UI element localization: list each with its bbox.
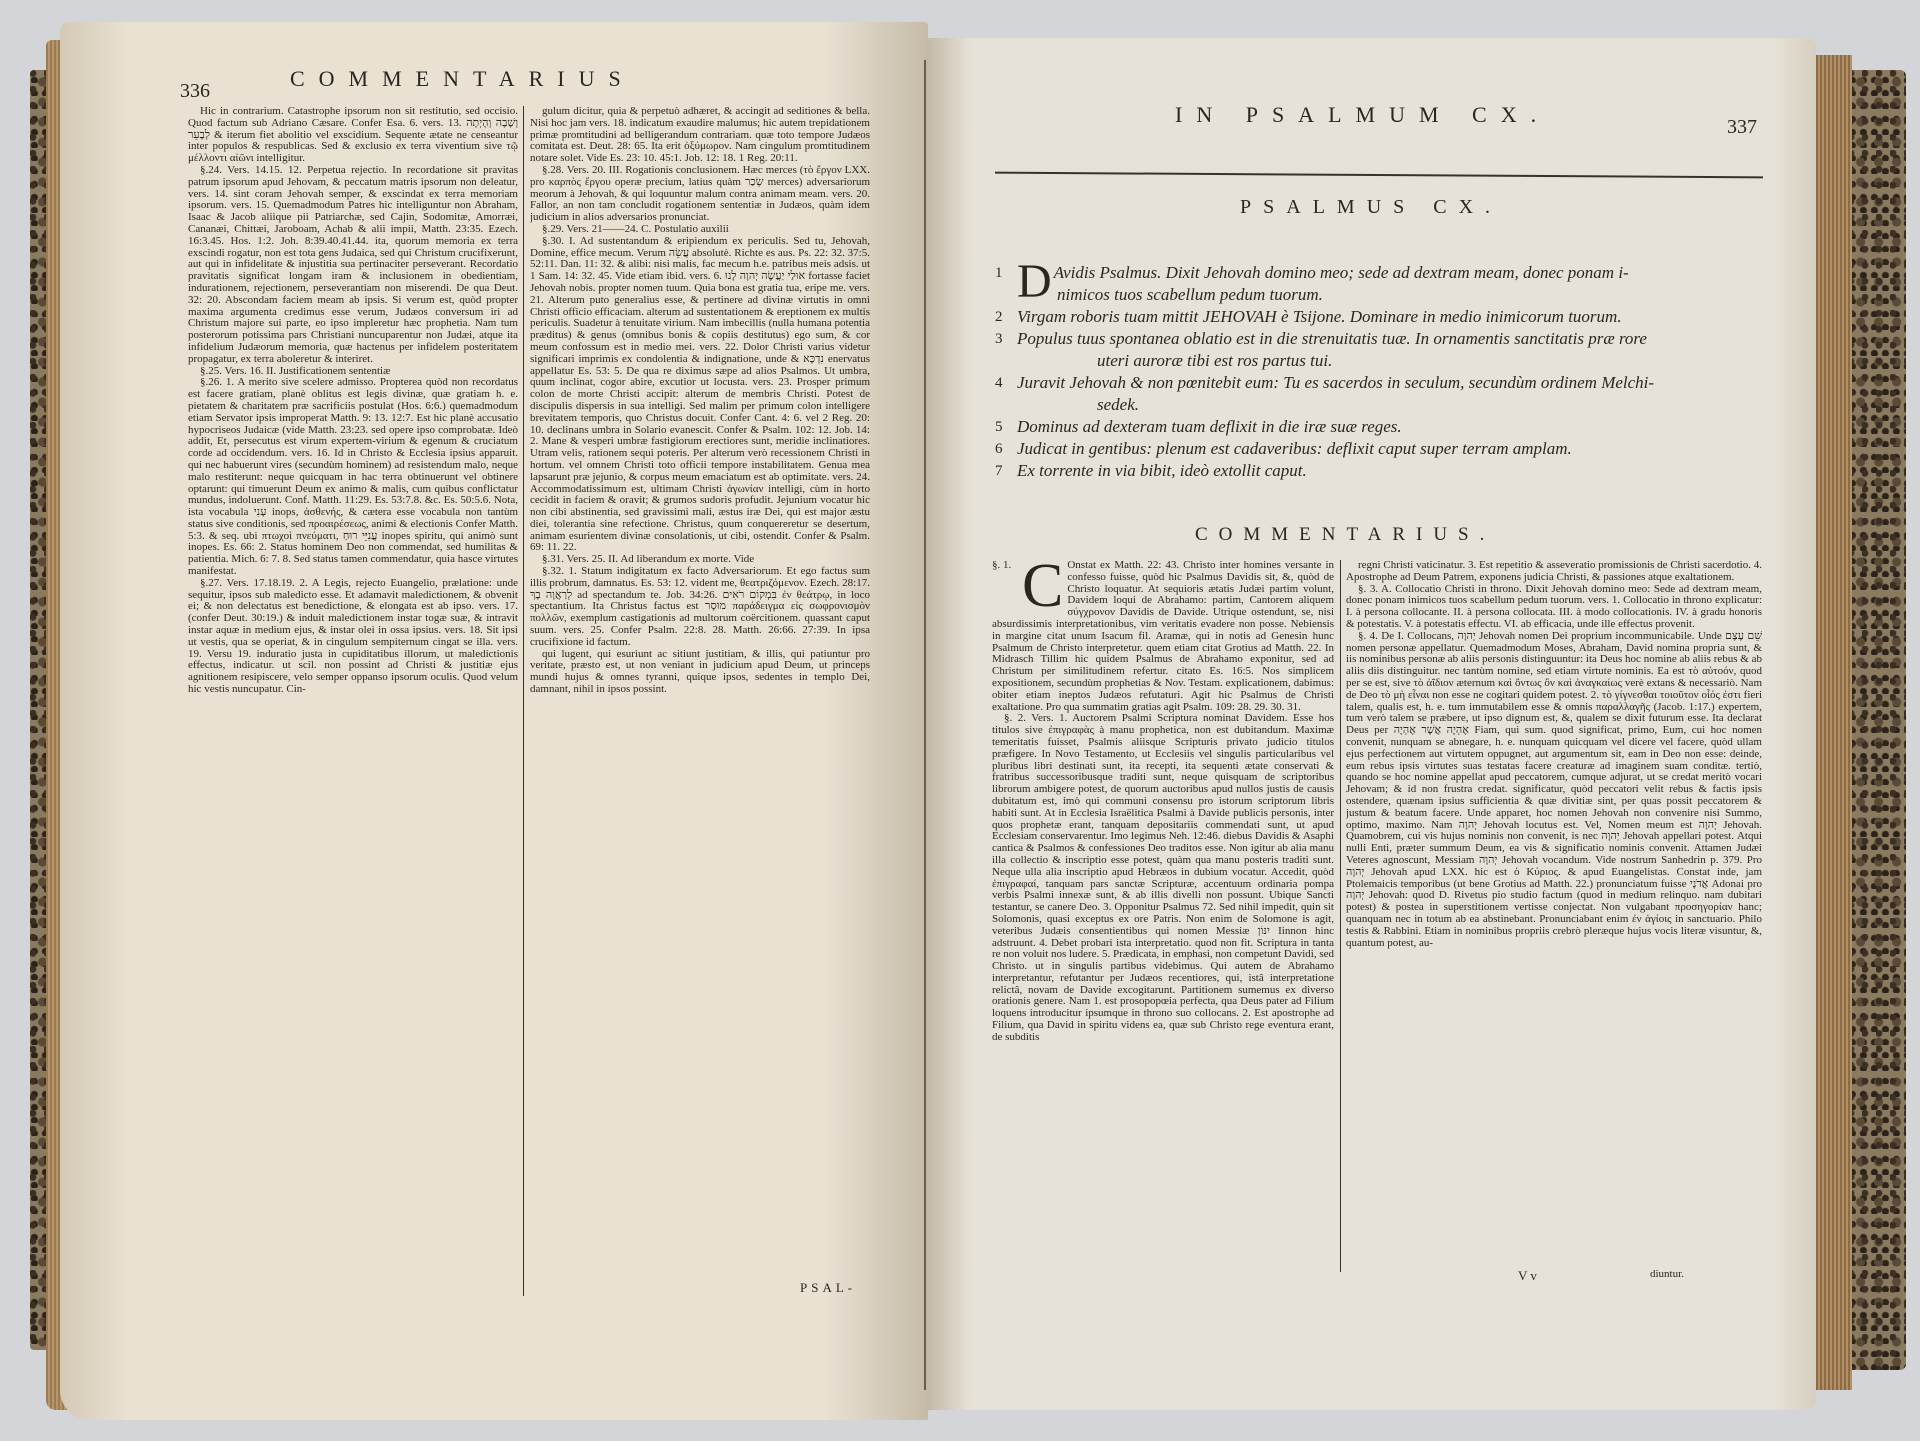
verse-text-continued: sedek. [1097,395,1140,414]
paragraphs [992,713,1334,1043]
verse-number: 1 [995,265,1003,281]
catchword: PSAL- [800,1280,857,1295]
commentary-heading: COMMENTARIUS. [1195,524,1496,545]
verse [995,255,1765,308]
verse-text-continued: nimicos tuos scabellum pedum tuorum. [1057,285,1323,304]
verse-text: Juravit Jehovah & non pœnitebit eum: Tu es sacerdos in seculum, secundùm ordinem Melchi- [1017,373,1655,392]
verse-text: Dominus ad dexteram tuam deflixit in die iræ suæ reges. [1017,417,1402,436]
verse-text: Avidis Psalmus. Dixit Jehovah domino meo; sede ad dextram meam, donec ponam i- [1053,263,1629,282]
paragraph: Hic in contrarium. Catastrophe ipsorum non sit restitutio, sed occisio. Quod factum sub Adriano Cæsare. Confer Esa. 6. vers. 13. וְשָׁבָה וְהָיְתָה לְבָעֵר & iterum fiet abolitio vel exscidium. Sequente ætate ne censeantur inter populos & respublicas. Sed & exclusio ex terra viventium sive τῷ μέλλοντι αἰῶνι intelligitur. [188,106,518,165]
page-number-left: 336 [180,80,210,102]
catchword-end: diuntur. [1650,1268,1684,1280]
paragraph: Onstat ex Matth. 22: 43. Christo inter homines versante in confesso fuisse, quòd hic Psalmus Davidis sit, &, quòd de Christo loquatur. At sequioris ætatis Judæi partim volunt, Davidem loqui de Abrahamo: partim, Cantorem aliquem σύγχρονον Davidis de Davide. Utrique ostendunt, se, nisi absurdissimis interpretationibus, vim veritatis evadere non posse. Nebiensis in margine citat unum Isacum fil. Aramæ, qui in notis ad Genesin hunc Psalmum de Christo interpretetur. quem etiam citat Grotius ad Matth. 22. In Midrasch Tillim hic quidem Psalmus de Abrahamo exponitur, sed ad Christum per similitudinem refertur. citato Es. 16:5. Nos simplicem expositionem, secundùm prophetias & Nov. Testam. explicationem, dabimus: obiter etiam ineptos Judæos refutaturi. Agit hic Psalmus de Christi exaltatione. Pro qua summatim gratias agit Psalm. 109: 28. 29. 30. 31. [992,560,1334,713]
drop-cap: C [1022,560,1064,620]
verse-number: 7 [995,463,1003,479]
verse [995,438,1765,460]
section-1 [992,560,1334,713]
section-label: §. 1. [992,560,1012,571]
verse-text: Judicat in gentibus: plenum est cadaveribus: deflixit caput super terram amplam. [1017,439,1572,458]
verse [995,372,1765,416]
verse [995,328,1765,372]
verse [995,416,1765,438]
psalm-title: PSALMUS CX. [1240,196,1503,218]
paragraph: §.30. I. Ad sustentandum & eripiendum ex periculis. Sed tu, Jehovah, Domine, effice mecum. Verum עֲשֵׂה absolutè. Richte es aus. Ps. 22: 32. 37:5. 52:11. Dan. 11: 32. & alibi: nisi malis, fac mecum h.e. patribus meis adsis. ut 1 Sam. 14: 32. 45. Vide etiam ibid. vers. 6. אוּלַי יַעֲשֶׂה יְהוָה לָנוּ fortasse faciet Jehovah nobis. propter nomen tuum. Quia bona est gratia tua, eripe me. vers. 21. Alterum puto generalius esse, & pertinere ad divinæ virtutis in omni Christi officio efficaciam. alterum ad sustentationem & ereptionem ex multis periculis. Suadetur à tenuitate virium. Nam imbecillis (nulla humana potentia præditus) & genus (omnibus bonis & copiis destitutus) ego sum, & cor meum confossum est in medio mei. vers. 22. Dolor Christi varius videtur significari imprimis ex condolentia & indignatione, unde & נִדְכָּא enervatus appellatur Es. 53: 5. De qua re diximus sæpe ad alios Psalmos. Ut umbra, quum inclinat, cogor abire, excutior ut locusta. vers. 23. Prosper primum colon de morte Christi accipit: alterum de membris Christi. Potest de discipulis dispersis in sua intelligi. Sed malim per primum colon intelligere brevitatem temporis, quo Christus docuit. Confer Cant. 4: 6. vel 2 Reg. 20: 10. declinans umbra in Solario evanescit. Confer & Psalm. 102: 12. Job. 14: 2. Mane & vesperi umbræ fastigiorum erectiores sunt, meridie inclinatiores. Utram velis, rationem sequi poteris. Per alterum verò recessionem Christi in hortum. vel omnem Christi toto officii tempore instabilitatem. Genua mea lapsarunt præ jejunio, & corpus meum emaciatum est ab optimitate. vers. 24. Accommodatissimum est, ultimam Christi ἀγωνίαν intelligi, cùm in horto cecidit in faciem & oravit; & grumos sudoris profudit. Jejunium vocatur hic non cibi abstinentia, sed gravissimi mali, æstus iræ Dei, qui est major æstu diei, tolerantia sine refectione. Christus, quum conquereretur se desertum, animam esurientem divinæ consolationis, ut cibi, ostendit. Confer & Psalm. 69: 11. 22. [530,234,870,554]
right-page-column-1 [992,560,1334,1272]
paragraph: regni Christi vaticinatur. 3. Est repetitio & asseveratio promissionis de Christi sacerdotio. 4. Apostrophe ad Deum Patrem, exponens judicia Christi, & passiones atque exaltationem. [1346,560,1762,583]
verse-text: Ex torrente in via bibit, ideò extollit caput. [1017,461,1307,480]
verse-text: Populus tuus spontanea oblatio est in die strenuitatis tuæ. In ornamentis sanctitatis præ rore [1017,329,1647,348]
column-rule [1340,560,1341,1272]
paragraph: §. 4. De I. Collocans, יְהוָה Jehovah nomen Dei proprium incommunicabile. Unde שֵׁם עֶצֶם nomen personæ appellatur. Quemadmodum Moses, Abraham, David nomina propria sunt, & iis nominibus personæ ab aliis personis distinguuntur: ita Deus hoc nomine ab aliis rebus & ab aliis diis distinguitur. nec tantùm nomine, sed etiam virtute nominis. Ea est τὸ αὐτοόν, quod per se est, sive τὸ ἀΐδιον æternum καὶ ὄντως ὂν καὶ ἀναγκαίως verè extans & necessariò. Nam de Deo τὸ μὴ εἶναι non esse ne cogitari quidem potest. 2. τὸ γίγνεσθαι τοιοῦτον οἷός ἐστι fieri talem, qualis est, h. e. tum immutabilem esse & omnis παραλλαγῆς (Jacob. 1:17.) expertem, tum verò talem se præbere, ut ipso dignum est, &, qualem se dixit futurum esse. Ita declarat Deus per אֶהְיֶה אֲשֶׁר אֶהְיֶה Fiam, qui sum. quod significat, primo, Eum, cui hoc nomen convenit, nunquam se abnegare, h. e. nunquam quicquam vel dicere vel facere, quòd ullam ejus perfectionem aut virtutem oppugnet, aut argumentum sit, eam in Deo non esse: deinde, eum rebus ipsis virtutes suas testatas facere creaturæ ad imaginem suam conditæ. tertiò, quando se hoc nomine appellat apud peccatorem, cumque adjurat, ut se credat meritò vocari Jehovam; & id non frustra credat. significatur, quòd peccatori velit rebus & factis ipsis ostendere, quænam ipsius sufficientia & quæ divitiæ sint, per quas possit peccatorem & justum & beatum facere. Unde apparet, hoc nomen Jehovah non convenire nisi Summo, optimo, maximo. Nam יְהוָה Jehovah locutus est. Vel, Nomen meum est יְהוָה Jehovah. Quamobrem, cui vis hujus nominis non convenit, is nec יְהוָה Jehovah appellari potest. Atqui nulli Enti, præter summum Deum, ea vis & significatio nominis convenit. Attamen Judæi Veteres agnoscunt, Messiam יְהוָה Jehovah vocandum. Vide nostrum Sanhedrin p. 379. Pro יְהוָה Jehovah apud LXX. hic est ὁ Κύριος. & apud Euangelistas. Constat inde, jam Ptolemaicis temporibus (ut bene Grotius ad Matth. 22.) pronunciatum fuisse אֲדֹנָי Adonai pro יְהוָה Jehovah: quod D. Rivetus pio studio factum (quod in medium relinquo. nam dubitari potest) & postea in superstitionem vertisse conjectat. Non vulgabant προσηγορίαν hanc; quanquam nec in totum ab ea abstinebant. Pronunciabant enim ἐν ἁγίοις in sanctuario. Philo testis & Rabbini. Etiam in nominibus propriis crebrò pleræque hujus vocis literæ visuntur, &, quantum potest, au- [1346,629,1762,949]
verse-number: 4 [995,375,1003,391]
verse-number: 6 [995,441,1003,457]
verse [995,460,1765,482]
paragraph: gulum dicitur, quia & perpetuò adhæret, & accingit ad seditiones & bella. Nisi hoc jam vers. 18. indicatum exaudire malumus; hic autem trepidationem primæ promtitudini ad belligerandum contrariam. quæ toto tempore Judæos comitata est. Deut. 28: 65. Ita erit ὀξύμωρον. Nam cingulum promtitudinem notare solet. Vide Es. 23: 10. 45:1. Job. 12: 18. 1 Reg. 20:11. [530,106,870,165]
signature-mark: Vv [1518,1268,1540,1283]
paragraph: §.25. Vers. 16. II. Justificationem sententiæ [200,364,391,377]
verse-text: Virgam roboris tuam mittit JEHOVAH è Tsijone. Dominare in medio inimicorum tuorum. [1017,307,1622,326]
verse [995,306,1765,328]
paragraph: §.29. Vers. 21——24. C. Postulatio auxilii [542,222,729,235]
running-head-right: IN PSALMUM CX. [1175,102,1551,127]
paragraph: §.32. 1. Statum indigitatum ex facto Adversariorum. Et ego factus sum illis probrum, damnatus. Es. 53: 12. vident me, θεατριζόμενον. Ezech. 28:17. לְרַאֲוָה בָךְ ad spectandum te. Job. 34:26. בִּמְקוֹם רֹאִים ἐν θεάτρῳ, in loco spectantium. Ita Christus factus est מוּסָר παράδειγμα εἰς σωφρονισμὸν πολλῶν, exemplum castigationis ad multorum coërcitionem. quassant caput suum. vers. 25. Confer Psalm. 22:8. 28. Matth. 26:66. 27:39. In ipsa crucifixione id factum. [530,565,870,648]
page-number-right: 337 [1727,116,1757,138]
page-block-edge-right [1812,55,1852,1390]
paragraph: §.26. 1. A merito sive scelere admisso. Propterea quòd non recordatus est facere gratiam, planè oblitus est legis divinæ, quæ gratiam h. e. pietatem & charitatem præ sacrificiis postulat (Hos. 6:6.) quemadmodum etiam Servator ipsis improperat Matth. 9: 13. 12:7. Est hic planè accusatio hypocriseos Judaicæ (vide Matth. 23:23. sed opere ipso comprobatæ. Ideò addit, Et, persecutus est virum expertem-virium & egenum & cruciatum corde ad occidendum. vers. 16. Id in Christo & Ecclesia ipsius apparuit. qui nec habuerunt vires (secundùm hominem) ad resistendum malo, neque malo restiterunt: neque quicquam in hac terra obtinuerunt vel obtinere optarunt: qui timuerunt Deum ex animo & malis, cum quibus conflictatur mundus, indoluerunt. Conf. Matth. 11:29. Es. 53:7.8. &c. Es. 50:5.6. Nota, ista vocabula עָנִי inops, ἀσθενής, & cætera esse vocabula non tantùm status sive conditionis, sed προαιρέσεως, animi & electionis Confer Matth. 5:3. & seq. ubi πτωχοὶ πνεύματι, עֲנִיֵּי רוּחַ inopes spiritu, qui animò sunt inopes. Es. 66: 2. Status hominem Deo non commendat, sed humilitas & patientia. Mich. 6: 7. 8. Sed status tamen commendatur, quia hasce virtutes manifestat. [188,376,518,578]
paragraph: §. 2. Vers. 1. Auctorem Psalmi Scriptura nominat Davidem. Esse hos titulos sive ἐπιγραφὰς à manu prophetica, non est dubitandum. Maximæ temeritatis fuisset, Psalmis aliisque Scripturis privato judicio titulos præfigere. In Novo Testamento, ut Ecclesiis vel singulis particularibus vel pluribus libri destinati sunt, ita recepti, ita sequenti ætate conservati & fratribus successoribusque traditi sunt, neque quisquam de scriptoribus librorum ambigere potest, de quorum auctoribus apud nullos justis de causis dubitatum est, imò qui communi consensu pro istorum scriptorum libris habiti sunt. At in Ecclesia Israëlitica Psalmi à Davide publicis personis, inter quos prophetæ erant, tanquam depositariis commendati sunt, ut apud Ecclesiam conservarentur. Imo legimus Neh. 12:46. diebus Davidis & Asaphi cantica & Psalmos & confessiones Deo traditos esse. Non igitur ab alia manu illa collectio & inscriptio esse potest, quàm qua manu posteris traditi sunt. Neque ulla alia inscriptio apud Hebræos in dubium vocatur. Accedit, quòd ἐπιγραφαί, tanquam pars sanctæ Scripturæ, accentuum ordinaria pompa verbis Psalmi innexæ sunt, & ab illis divelli non possunt. Ubique Sancti testantur, se canere Deo. 3. Opponitur Psalmus 72. Sed nihil impedit, quin sit Solomonis, quasi exceptus ex ore Patris. Non enim de Solomone is agit, veteribus Judæis consentientibus qui nomen Messiæ יִנּוֹן Iinnon hinc adstruunt. 4. Debet probari ista interpretatio. quod non fit. Scriptura in tanta re non voluit nos ludere. 5. Prædicata, in emphasi, non competunt Davidi, sed Christo. ut in singulis partibus videbimus. Qui autem de Abrahamo interpretantur, refutantur per Judæos recentiores, qui, istâ interpretatione relictâ, novam de Davide excogitarunt. Partitionem sumemus ex diverso orationis genere. Nam 1. est prosopopœia perfecta, qua Deus pater ad Filium loquens introducitur ipsumque in throno suo collocans. 2. Est apostrophe ad Filium, qua David in spiritu videns ea, quæ sub Christo rege eventura erant, de subditis [992,712,1334,1043]
verse-number: 3 [995,331,1003,347]
column-rule [523,106,524,1296]
paragraph: §.27. Vers. 17.18.19. 2. A Legis, rejecto Euangelio, prælatione: unde sequitur, ipsos sub maledicto esse. Et adamavit maledictionem, & obvenit ei; & non delectatus est benedictione, & elongata est ab ipso. vers. 17. (confer Deut. 30:19.) & induit maledictionem instar togæ suæ, & intravit instar aquæ in medium ejus, & instar olei in ossa ipsius. vers. 18. Sit ipsi ut vestis, qua se operiat, & in cingulum sempiternum cingat se illa. vers. 19. Versu 19. induratio justa in cupiditatibus illorum, ut maledictionis effectus, indicatur. ut scil. non possint ad Christi & justitiæ ejus agnitionem resipiscere, velo semper oppanso ipsorum oculis. Quod velum hic vestis nuncupatur. Cin- [188,576,518,696]
running-head-left: COMMENTARIUS [290,66,635,91]
paragraph: qui lugent, qui esuriunt ac sitiunt justitiam, & illis, qui patiuntur pro veritate, præsto est, ut non veniant in judicium apud Deum, ut princeps mundi hujus & omnes tyranni, quique ipsos, sedentes in templo Dei, damnant, nihil in ipsos possint. [530,647,870,696]
verse-number: 5 [995,419,1003,435]
gutter [924,60,926,1390]
paragraph: §.28. Vers. 20. III. Rogationis conclusionem. Hæc merces (τὸ ἔργον LXX. pro καρπὸς ἔργου operæ precium, latius quàm שְׂכַר merces) adversariorum meorum à Jehovah, & qui loquuntur malum contra animam meam. vers. 20. Fallor, an non tam concludit rogationem sententiæ in Judæos, quàm idem judicium in alios adversarios pronunciat. [530,163,870,224]
verse-number: 2 [995,309,1003,325]
psalm-verses [995,255,1765,482]
drop-cap: D [1017,255,1052,308]
verse-text-continued: uteri auroræ tibi est ros partus tui. [1097,351,1333,370]
book-cover-right [1848,70,1906,1370]
left-page-column-1 [188,106,518,1292]
right-page-column-2 [1346,560,1762,1266]
paragraph: §. 3. A. Collocatio Christi in throno. Dixit Jehovah domino meo: Sede ad dextram meam, donec ponam inimicos tuos scabellum pedum tuorum. vers. 1. Collocatio in throno explicatur: I. à persona collocante. II. à persona collocata. III. à modo collocationis. IV. à gradu honoris & potestatis. V. à potestatis effectu. VI. ab efficacia, unde ille effectus provenit. [1346,582,1762,630]
paragraph: §.24. Vers. 14.15. 12. Perpetua rejectio. In recordatione sit pravitas patrum ipsorum apud Jehovam, & peccatum matris ipsorum non deleatur, vers. 14. sint coram Jehovah semper, & exscindat ex terra memoriam ipsorum. vers. 15. Quemadmodum Patres hic intelliguntur non Abraham, Isaac & Jacob aliique pii Patriarchæ, sed Cajin, Sodomitæ, Amorræi, Cananæi, Chittæi, Jaroboam, Achab & alii impii, Matth. 23:35. Ezech. 16:3.45. Hos. 1:2. Joh. 8:39.40.41.44. ita, quorum memoria ex terra exscindi rogatur, non est tota gens Judaica, sed qui Christum crucifixerunt, aut qui in infidelitate & injustitia sua pertinaciter perseverant. Recordatio pravitatis significat longam iram & inclusionem in obedientiam, indurationem, rejectionem, perseverantiam non miserendi. De qua Deut. 32: 20. Abscondam faciem meam ab ipsis. Si verum est, quòd propter maxima argumenta credimus esse verum, Judæos conversum iri ad Christum majore sui parte, eo ipso impleretur hæc prophetia. Nam tum posterorum potissima pars Christiani nuncuparentur non Judæi, atque ita infidelium Judæorum memoria, quæ hactenus per infidelem posteritatem propagatur, ex terra aboleretur & interiret. [188,163,518,365]
paragraph: §.31. Vers. 25. II. Ad liberandum ex morte. Vide [542,553,755,566]
left-page-column-2 [530,106,870,1278]
